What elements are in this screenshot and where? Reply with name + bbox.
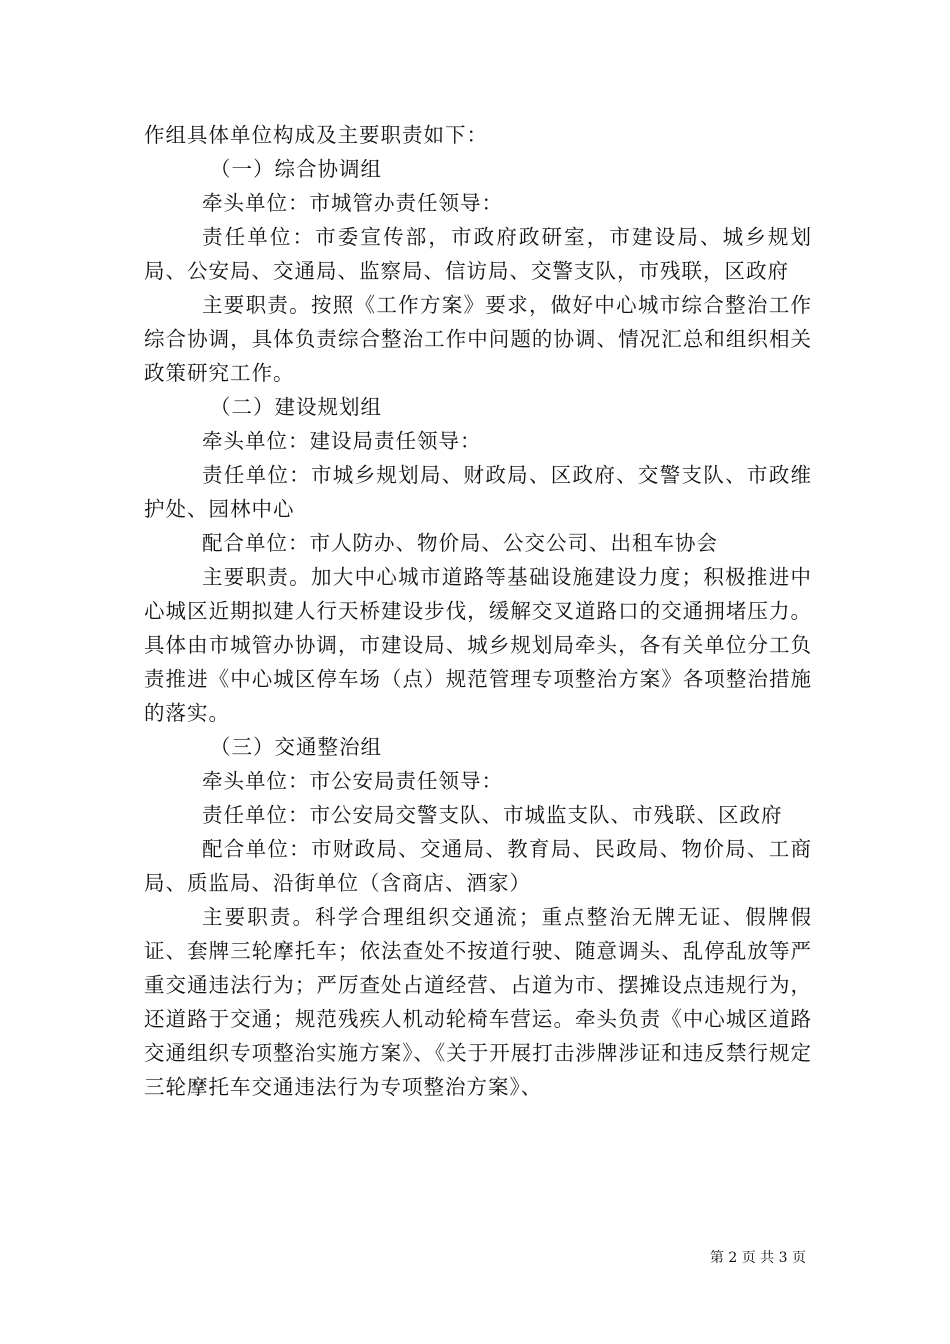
paragraph: 责任单位：市城乡规划局、财政局、区政府、交警支队、市政维护处、园林中心: [144, 463, 812, 521]
paragraph: 配合单位：市财政局、交通局、教育局、民政局、物价局、工商局、质监局、沿街单位（含商店、酒家）: [144, 837, 812, 895]
paragraph: 配合单位：市人防办、物价局、公交公司、出租车协会: [202, 531, 718, 555]
body-text: [144, 118, 812, 1104]
section-heading: （一）综合协调组: [210, 157, 382, 181]
paragraph: 主要职责。加大中心城市道路等基础设施建设力度；积极推进中心城区近期拟建人行天桥建设步伐，缓解交叉道路口的交通拥堵压力。具体由市城管办协调，市建设局、城乡规划局牵头，各有关单位分工负责推进《中心城区停车场（点）规范管理专项整治方案》各项整治措施的落实。: [144, 565, 812, 725]
paragraph: 牵头单位：市城管办责任领导：: [202, 191, 503, 215]
section-heading: （三）交通整治组: [210, 735, 382, 759]
paragraph: 主要职责。科学合理组织交通流；重点整治无牌无证、假牌假证、套牌三轮摩托车；依法查处不按道行驶、随意调头、乱停乱放等严重交通违法行为；严厉查处占道经营、占道为市、摆摊设点违规行为，还道路于交通；规范残疾人机动轮椅车营运。牵头负责《中心城区道路交通组织专项整治实施方案》、《关于开展打击涉牌涉证和违反禁行规定三轮摩托车交通违法行为专项整治方案》、: [144, 905, 812, 1099]
paragraph: 作组具体单位构成及主要职责如下：: [144, 123, 488, 147]
page-number: 第 2 页 共 3 页: [709, 1250, 806, 1266]
paragraph: 责任单位：市委宣传部，市政府政研室，市建设局、城乡规划局、公安局、交通局、监察局、信访局、交警支队，市残联，区政府: [144, 225, 812, 283]
paragraph: 主要职责。按照《工作方案》要求，做好中心城市综合整治工作综合协调，具体负责综合整治工作中问题的协调、情况汇总和组织相关政策研究工作。: [144, 293, 812, 385]
paragraph: 牵头单位：市公安局责任领导：: [202, 769, 503, 793]
paragraph: 责任单位：市公安局交警支队、市城监支队、市残联、区政府: [202, 803, 783, 827]
paragraph: 牵头单位：建设局责任领导：: [202, 429, 482, 453]
section-heading: （二）建设规划组: [210, 395, 382, 419]
